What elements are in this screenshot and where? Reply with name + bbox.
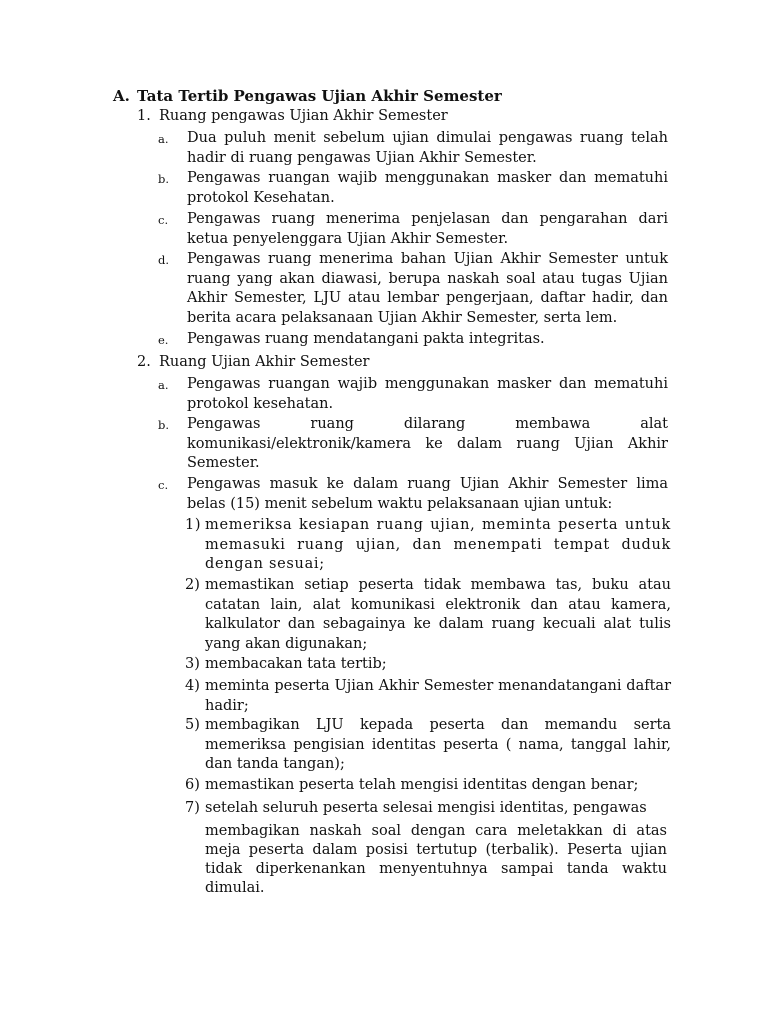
item-letter: b. bbox=[158, 418, 170, 432]
step-text: setelah seluruh peserta selesai mengisi identitas, pengawas bbox=[205, 800, 647, 816]
part1-item-b bbox=[158, 169, 668, 208]
step-number: 5) bbox=[185, 717, 200, 733]
step-text: memastikan setiap peserta tidak membawa tas, buku atau catatan lain, alat komunikasi elektronik dan atau kamera, kalkulator dan sebagainya ke dalam ruang kecuali alat tulis yang akan digunakan; bbox=[205, 577, 671, 652]
item-text: Pengawas ruang mendatangani pakta integritas. bbox=[187, 331, 545, 347]
step-7-continuation: membagikan naskah soal dengan cara meletakkan di atas meja peserta dalam posisi tertutup (terbalik). Peserta ujian tidak diperkenankan menyentuhnya sampai tanda waktu dimulai. bbox=[205, 823, 667, 896]
section-heading bbox=[113, 87, 502, 107]
step-text: memastikan peserta telah mengisi identitas dengan benar; bbox=[205, 777, 639, 793]
item-text: Pengawas ruangan wajib menggunakan masker dan mematuhi protokol Kesehatan. bbox=[187, 170, 668, 206]
part2-number: 2. bbox=[137, 354, 151, 370]
item-text: Pengawas ruang menerima bahan Ujian Akhir Semester untuk ruang yang akan diawasi, berupa naskah soal atau tugas Ujian Akhir Semester, LJU atau lembar pengerjaan, daftar hadir, dan berita acara pelaksanaan Ujian Akhir Semester, serta lem. bbox=[187, 251, 668, 326]
part1-item-c bbox=[158, 210, 668, 249]
step-number: 7) bbox=[185, 800, 200, 816]
step-text: memeriksa kesiapan ruang ujian, meminta peserta untuk memasuki ruang ujian, dan menempati tempat duduk dengan sesuai; bbox=[205, 517, 671, 572]
item-letter: b. bbox=[158, 172, 170, 186]
item-letter: a. bbox=[158, 132, 169, 146]
section-title: Tata Tertib Pengawas Ujian Akhir Semester bbox=[137, 87, 502, 105]
item-text: Pengawas masuk ke dalam ruang Ujian Akhir Semester lima belas (15) menit sebelum waktu pelaksanaan ujian untuk: bbox=[187, 476, 668, 512]
item-text: Dua puluh menit sebelum ujian dimulai pengawas ruang telah hadir di ruang pengawas Ujian Akhir Semester. bbox=[187, 130, 668, 166]
part1-number: 1. bbox=[137, 108, 151, 124]
step-2 bbox=[185, 576, 671, 654]
item-letter: c. bbox=[158, 213, 169, 227]
step-number: 6) bbox=[185, 777, 200, 793]
step-text: membagikan LJU kepada peserta dan memandu serta memeriksa pengisian identitas peserta ( nama, tanggal lahir, dan tanda tangan); bbox=[205, 717, 671, 772]
section-label: A. bbox=[113, 87, 130, 105]
part2-item-b bbox=[158, 415, 668, 474]
part1-item-d bbox=[158, 250, 668, 328]
part1-item-a bbox=[158, 129, 668, 168]
item-letter: e. bbox=[158, 333, 169, 347]
item-letter: a. bbox=[158, 378, 169, 392]
item-text: Pengawas ruang menerima penjelasan dan pengarahan dari ketua penyelenggara Ujian Akhir Semester. bbox=[187, 211, 668, 247]
item-text: Pengawas ruangan wajib menggunakan masker dan mematuhi protokol kesehatan. bbox=[187, 376, 668, 412]
part2-title: Ruang Ujian Akhir Semester bbox=[159, 354, 370, 370]
part2-heading bbox=[137, 353, 369, 373]
item-letter: c. bbox=[158, 478, 169, 492]
step-number: 4) bbox=[185, 678, 200, 694]
step-number: 2) bbox=[185, 577, 200, 593]
part2-item-a bbox=[158, 375, 668, 414]
step-number: 1) bbox=[185, 517, 202, 533]
step-4 bbox=[185, 677, 671, 716]
step-1 bbox=[185, 516, 671, 575]
part1-heading bbox=[137, 107, 448, 127]
step-text: membacakan tata tertib; bbox=[205, 656, 387, 672]
step-number: 3) bbox=[185, 656, 200, 672]
step-5 bbox=[185, 716, 671, 775]
item-letter: d. bbox=[158, 253, 170, 267]
part2-item-c bbox=[158, 475, 668, 514]
step-3 bbox=[185, 655, 671, 675]
step-7 bbox=[185, 799, 671, 819]
step-text: meminta peserta Ujian Akhir Semester menandatangani daftar hadir; bbox=[205, 678, 671, 714]
step-6 bbox=[185, 776, 671, 796]
part1-title: Ruang pengawas Ujian Akhir Semester bbox=[159, 108, 448, 124]
item-text: Pengawas ruang dilarang membawa alat komunikasi/elektronik/kamera ke dalam ruang Ujian Akhir Semester. bbox=[187, 416, 668, 471]
part1-item-e bbox=[158, 330, 668, 350]
